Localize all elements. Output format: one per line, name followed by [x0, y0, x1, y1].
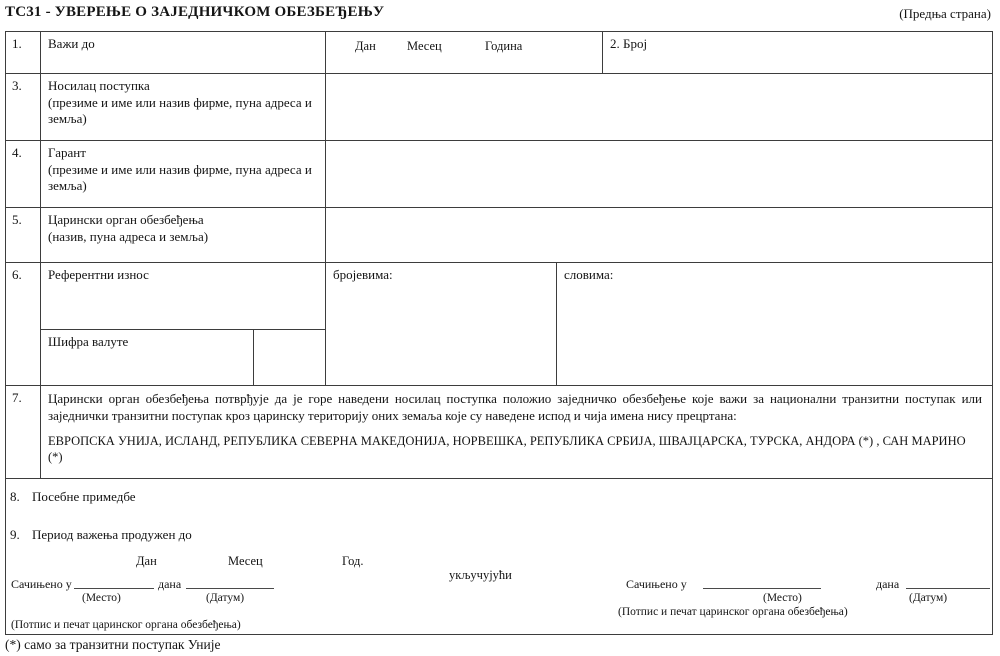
- in-figures-label: бројевима:: [333, 267, 393, 282]
- field7-countries-list: ЕВРОПСКА УНИЈА, ИСЛАНД, РЕПУБЛИКА СЕВЕРНА МАКЕДОНИЈА, НОРВЕШКА, РЕПУБЛИКА СРБИЈА, ШВАЈЦАРСКА, ТУРСКА, АНДОРА (*) , САН МАРИНО (*): [48, 434, 966, 465]
- inclusive-label: укључујући: [449, 568, 512, 582]
- field4-number: 4.: [6, 141, 41, 208]
- footnote: (*) само за транзитни поступак Уније: [5, 637, 221, 652]
- stamp-hint-left: (Потпис и печат царинског органа обезбеђења): [11, 619, 241, 631]
- field5-entry-cell[interactable]: [326, 208, 992, 263]
- field2-number-entry-cell[interactable]: [603, 32, 992, 74]
- field2-label-number: 2. Број: [610, 36, 648, 51]
- field3-hint-text: (презиме и име или назив фирме, пуна адреса и земља): [48, 94, 312, 127]
- field7-statement-text: Царински орган обезбеђења потврђује да је горе наведени носилац поступка положио заједничко обезбеђење које важи за национални транзитни поступак или заједнички транзитни поступак кроз царинску територију оних земаља које су наведене испод и чија имена нису прецртана:: [48, 391, 982, 423]
- made-in-label-right: Сачињено у: [626, 577, 687, 591]
- place-blank-right[interactable]: [703, 575, 821, 589]
- field7-certification-cell: [41, 386, 992, 479]
- field4-hint-text: (презиме и име или назив фирме, пуна адреса и земља): [48, 161, 312, 194]
- place-hint-left: (Место): [82, 592, 121, 604]
- in-words-label: словима:: [564, 267, 614, 282]
- year-column-header: Год.: [342, 554, 364, 568]
- field3-label-text: Носилац поступка: [48, 78, 150, 93]
- field9-label-validity-extended: Период важења продужен до: [32, 527, 192, 542]
- place-blank-left[interactable]: [74, 575, 154, 589]
- date-blank-right[interactable]: [906, 575, 990, 589]
- field1-number: 1.: [6, 32, 41, 74]
- field5-number: 5.: [6, 208, 41, 263]
- date-blank-left[interactable]: [186, 575, 274, 589]
- field4-label-text: Гарант: [48, 145, 86, 160]
- day-column-header: Дан: [355, 39, 376, 53]
- field5-hint-text: (назив, пуна адреса и земља): [48, 228, 209, 244]
- field4-entry-cell[interactable]: [326, 141, 992, 208]
- field1-date-entry-cell[interactable]: [326, 32, 603, 74]
- field3-number: 3.: [6, 74, 41, 141]
- month-column-header: Месец: [228, 554, 263, 568]
- fields8-9-cell: [6, 479, 992, 634]
- stamp-hint-right: (Потпис и печат царинског органа обезбеђења): [618, 606, 848, 618]
- page-title: ТС31 - УВЕРЕЊЕ О ЗАЈЕДНИЧКОМ ОБЕЗБЕЂЕЊУ: [5, 4, 385, 20]
- field5-label-customs-office: [41, 208, 326, 263]
- page-side-label: (Предња страна): [899, 6, 991, 21]
- field5-label-text: Царински орган обезбеђења: [48, 212, 204, 227]
- on-date-label-left: дана: [158, 577, 182, 591]
- field7-number: 7.: [6, 386, 41, 479]
- place-hint-right: (Место): [763, 592, 802, 604]
- date-hint-right: (Датум): [909, 592, 948, 604]
- form-table: [5, 31, 993, 635]
- field3-entry-cell[interactable]: [326, 74, 992, 141]
- day-column-header: Дан: [136, 554, 157, 568]
- field6-amount-in-figures-cell[interactable]: [326, 263, 557, 386]
- field3-label-holder: [41, 74, 326, 141]
- year-column-header: Година: [485, 39, 523, 53]
- field8-number: 8.: [10, 489, 20, 504]
- field6-number: 6.: [6, 263, 41, 386]
- date-hint-left: (Датум): [206, 592, 245, 604]
- field4-label-guarantor: [41, 141, 326, 208]
- field6-amount-in-words-cell[interactable]: [557, 263, 992, 386]
- field1-label-valid-until: Важи до: [41, 32, 326, 74]
- field8-label-special-remarks: Посебне примедбе: [32, 489, 136, 504]
- field6-label-reference-amount: Референтни износ: [41, 263, 326, 330]
- month-column-header: Месец: [407, 39, 442, 53]
- field6-currency-code-label: Шифра валуте: [41, 330, 254, 386]
- field9-number: 9.: [10, 527, 20, 542]
- field6-currency-code-entry-cell[interactable]: [254, 330, 326, 386]
- on-date-label-right: дана: [876, 577, 900, 591]
- made-in-label-left: Сачињено у: [11, 577, 72, 591]
